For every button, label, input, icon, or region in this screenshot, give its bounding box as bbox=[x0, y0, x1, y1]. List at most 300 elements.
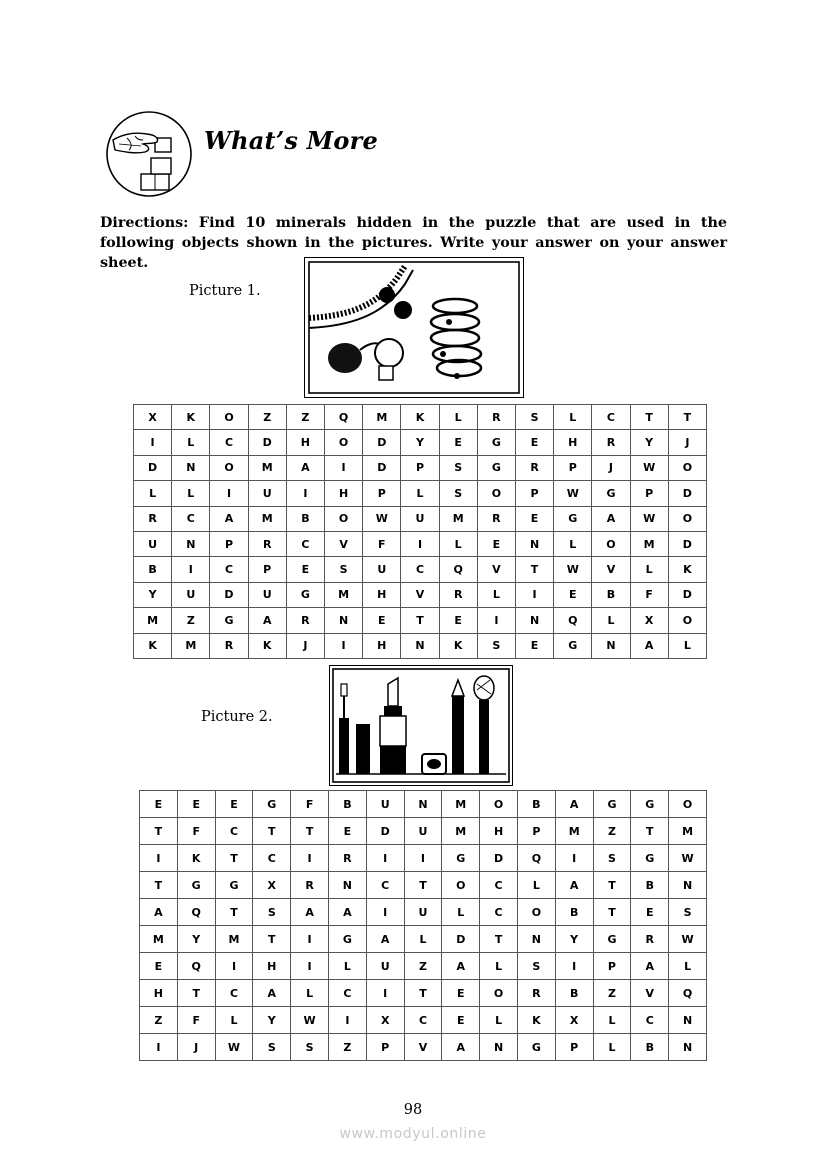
puzzle-row bbox=[140, 818, 707, 845]
puzzle-cell: I bbox=[324, 633, 362, 658]
puzzle-cell: P bbox=[555, 1034, 593, 1061]
puzzle-cell: D bbox=[480, 845, 518, 872]
puzzle-cell: I bbox=[324, 455, 362, 480]
puzzle-cell: N bbox=[517, 926, 555, 953]
puzzle-cell: L bbox=[172, 430, 210, 455]
puzzle-cell: I bbox=[477, 608, 515, 633]
puzzle-cell: L bbox=[517, 872, 555, 899]
puzzle-cell: M bbox=[669, 818, 707, 845]
puzzle-cell: A bbox=[253, 980, 291, 1007]
puzzle-row bbox=[134, 430, 707, 455]
puzzle-cell: L bbox=[442, 899, 480, 926]
puzzle-cell: R bbox=[592, 430, 630, 455]
puzzle-cell: H bbox=[286, 430, 324, 455]
puzzle-cell: A bbox=[630, 633, 668, 658]
puzzle-cell: P bbox=[401, 455, 439, 480]
puzzle-cell: O bbox=[668, 608, 706, 633]
puzzle-cell: T bbox=[631, 818, 669, 845]
puzzle-cell: E bbox=[515, 430, 553, 455]
section-title: What’s More bbox=[204, 126, 378, 155]
puzzle-cell: Y bbox=[253, 1007, 291, 1034]
puzzle-cell: R bbox=[477, 506, 515, 531]
puzzle-cell: O bbox=[669, 791, 707, 818]
puzzle-cell: I bbox=[215, 953, 253, 980]
puzzle-cell: A bbox=[442, 1034, 480, 1061]
puzzle-cell: P bbox=[515, 481, 553, 506]
puzzle-cell: U bbox=[248, 582, 286, 607]
puzzle-cell: E bbox=[140, 953, 178, 980]
puzzle-cell: E bbox=[328, 818, 366, 845]
puzzle-cell: E bbox=[439, 430, 477, 455]
puzzle-row bbox=[140, 953, 707, 980]
puzzle-cell: L bbox=[439, 531, 477, 556]
puzzle-row bbox=[140, 845, 707, 872]
puzzle-cell: H bbox=[554, 430, 592, 455]
puzzle-cell: H bbox=[480, 818, 518, 845]
puzzle-cell: I bbox=[291, 953, 329, 980]
hand-stacking-blocks-icon bbox=[105, 110, 193, 198]
puzzle-cell: T bbox=[404, 872, 442, 899]
puzzle-cell: S bbox=[593, 845, 631, 872]
puzzle-cell: B bbox=[328, 791, 366, 818]
puzzle-cell: I bbox=[140, 1034, 178, 1061]
puzzle-cell: M bbox=[442, 818, 480, 845]
puzzle-cell: B bbox=[134, 557, 172, 582]
puzzle-row bbox=[140, 1007, 707, 1034]
puzzle-cell: B bbox=[286, 506, 324, 531]
puzzle-cell: U bbox=[366, 791, 404, 818]
puzzle-cell: N bbox=[172, 455, 210, 480]
puzzle-cell: L bbox=[328, 953, 366, 980]
puzzle-cell: T bbox=[401, 608, 439, 633]
puzzle-cell: I bbox=[140, 845, 178, 872]
puzzle-cell: Z bbox=[140, 1007, 178, 1034]
puzzle-cell: O bbox=[668, 455, 706, 480]
puzzle-cell: E bbox=[439, 608, 477, 633]
puzzle-cell: W bbox=[630, 455, 668, 480]
puzzle-cell: I bbox=[291, 845, 329, 872]
puzzle-cell: G bbox=[477, 455, 515, 480]
puzzle-cell: L bbox=[134, 481, 172, 506]
puzzle-cell: T bbox=[593, 872, 631, 899]
puzzle-cell: B bbox=[592, 582, 630, 607]
puzzle-cell: X bbox=[555, 1007, 593, 1034]
puzzle-cell: I bbox=[515, 582, 553, 607]
puzzle-cell: N bbox=[404, 791, 442, 818]
puzzle-cell: T bbox=[140, 872, 178, 899]
puzzle-cell: G bbox=[177, 872, 215, 899]
puzzle-cell: H bbox=[140, 980, 178, 1007]
puzzle-cell: D bbox=[134, 455, 172, 480]
puzzle-cell: L bbox=[477, 582, 515, 607]
puzzle-cell: W bbox=[291, 1007, 329, 1034]
puzzle-cell: A bbox=[291, 899, 329, 926]
puzzle-cell: D bbox=[210, 582, 248, 607]
puzzle-cell: A bbox=[366, 926, 404, 953]
puzzle-cell: X bbox=[134, 405, 172, 430]
puzzle-cell: I bbox=[366, 980, 404, 1007]
puzzle-row bbox=[134, 557, 707, 582]
puzzle-cell: G bbox=[328, 926, 366, 953]
puzzle-cell: W bbox=[215, 1034, 253, 1061]
puzzle-cell: I bbox=[401, 531, 439, 556]
puzzle-cell: X bbox=[366, 1007, 404, 1034]
puzzle-cell: Y bbox=[630, 430, 668, 455]
puzzle-cell: N bbox=[669, 1034, 707, 1061]
puzzle-cell: W bbox=[363, 506, 401, 531]
puzzle-cell: W bbox=[669, 926, 707, 953]
puzzle-cell: P bbox=[517, 818, 555, 845]
puzzle-cell: O bbox=[517, 899, 555, 926]
puzzle-cell: T bbox=[668, 405, 706, 430]
puzzle-cell: L bbox=[401, 481, 439, 506]
puzzle-cell: I bbox=[555, 845, 593, 872]
puzzle-cell: K bbox=[517, 1007, 555, 1034]
puzzle-cell: D bbox=[668, 582, 706, 607]
puzzle-cell: D bbox=[668, 481, 706, 506]
puzzle-row bbox=[134, 481, 707, 506]
puzzle-cell: B bbox=[631, 1034, 669, 1061]
puzzle-cell: N bbox=[401, 633, 439, 658]
puzzle-cell: R bbox=[515, 455, 553, 480]
puzzle-cell: J bbox=[177, 1034, 215, 1061]
puzzle-cell: I bbox=[286, 481, 324, 506]
puzzle-cell: Z bbox=[593, 980, 631, 1007]
puzzle-cell: G bbox=[286, 582, 324, 607]
puzzle-cell: S bbox=[253, 899, 291, 926]
puzzle-cell: I bbox=[134, 430, 172, 455]
puzzle-cell: G bbox=[554, 633, 592, 658]
puzzle-cell: M bbox=[248, 506, 286, 531]
puzzle-cell: M bbox=[215, 926, 253, 953]
puzzle-cell: T bbox=[480, 926, 518, 953]
puzzle-cell: C bbox=[253, 845, 291, 872]
puzzle-cell: F bbox=[177, 818, 215, 845]
puzzle-cell: S bbox=[291, 1034, 329, 1061]
puzzle-cell: P bbox=[363, 481, 401, 506]
puzzle-cell: E bbox=[515, 506, 553, 531]
puzzle-cell: Q bbox=[324, 405, 362, 430]
puzzle-cell: V bbox=[404, 1034, 442, 1061]
puzzle-cell: I bbox=[366, 845, 404, 872]
puzzle-cell: A bbox=[555, 872, 593, 899]
puzzle-cell: B bbox=[631, 872, 669, 899]
puzzle-cell: X bbox=[630, 608, 668, 633]
puzzle-cell: E bbox=[177, 791, 215, 818]
puzzle-cell: H bbox=[363, 633, 401, 658]
puzzle-row bbox=[134, 506, 707, 531]
puzzle-cell: T bbox=[215, 899, 253, 926]
puzzle-row bbox=[134, 405, 707, 430]
puzzle-cell: T bbox=[404, 980, 442, 1007]
puzzle-cell: C bbox=[480, 899, 518, 926]
puzzle-cell: N bbox=[172, 531, 210, 556]
puzzle-cell: B bbox=[555, 899, 593, 926]
puzzle-cell: P bbox=[630, 481, 668, 506]
puzzle-cell: S bbox=[517, 953, 555, 980]
puzzle-cell: L bbox=[593, 1034, 631, 1061]
puzzle-cell: L bbox=[668, 633, 706, 658]
puzzle-cell: E bbox=[442, 980, 480, 1007]
puzzle-cell: R bbox=[631, 926, 669, 953]
puzzle-cell: I bbox=[172, 557, 210, 582]
puzzle-cell: L bbox=[439, 405, 477, 430]
puzzle-cell: N bbox=[515, 608, 553, 633]
puzzle-cell: U bbox=[401, 506, 439, 531]
puzzle-cell: R bbox=[517, 980, 555, 1007]
puzzle-cell: B bbox=[517, 791, 555, 818]
puzzle-cell: U bbox=[404, 818, 442, 845]
puzzle-cell: R bbox=[248, 531, 286, 556]
picture-2-label: Picture 2. bbox=[201, 709, 273, 725]
puzzle-cell: D bbox=[363, 430, 401, 455]
puzzle-cell: C bbox=[366, 872, 404, 899]
puzzle-cell: S bbox=[515, 405, 553, 430]
puzzle-cell: A bbox=[328, 899, 366, 926]
puzzle-cell: S bbox=[439, 455, 477, 480]
puzzle-cell: P bbox=[593, 953, 631, 980]
puzzle-cell: C bbox=[286, 531, 324, 556]
puzzle-cell: H bbox=[363, 582, 401, 607]
puzzle-cell: N bbox=[669, 872, 707, 899]
directions-text: Directions: Find 10 minerals hidden in the puzzle that are used in the following objects shown in the pictures. Write your answer on your answer sheet. bbox=[100, 215, 727, 271]
puzzle-cell: S bbox=[669, 899, 707, 926]
puzzle-cell: R bbox=[286, 608, 324, 633]
puzzle-cell: M bbox=[439, 506, 477, 531]
puzzle-cell: G bbox=[517, 1034, 555, 1061]
picture-2-cosmetics-image bbox=[329, 665, 513, 786]
puzzle-cell: G bbox=[210, 608, 248, 633]
puzzle-row bbox=[134, 633, 707, 658]
puzzle-cell: G bbox=[593, 791, 631, 818]
puzzle-cell: R bbox=[439, 582, 477, 607]
puzzle-cell: L bbox=[172, 481, 210, 506]
puzzle-cell: Z bbox=[172, 608, 210, 633]
puzzle-cell: H bbox=[253, 953, 291, 980]
puzzle-cell: S bbox=[477, 633, 515, 658]
puzzle-cell: L bbox=[291, 980, 329, 1007]
puzzle-cell: D bbox=[668, 531, 706, 556]
puzzle-cell: F bbox=[291, 791, 329, 818]
puzzle-cell: A bbox=[592, 506, 630, 531]
puzzle-cell: C bbox=[215, 980, 253, 1007]
puzzle-cell: O bbox=[324, 430, 362, 455]
puzzle-cell: Z bbox=[404, 953, 442, 980]
puzzle-cell: K bbox=[134, 633, 172, 658]
puzzle-cell: K bbox=[172, 405, 210, 430]
puzzle-cell: Q bbox=[439, 557, 477, 582]
puzzle-cell: N bbox=[480, 1034, 518, 1061]
puzzle-cell: O bbox=[442, 872, 480, 899]
puzzle-cell: Y bbox=[134, 582, 172, 607]
puzzle-cell: O bbox=[210, 405, 248, 430]
puzzle-cell: X bbox=[253, 872, 291, 899]
page-number: 98 bbox=[403, 1102, 423, 1118]
puzzle-cell: V bbox=[401, 582, 439, 607]
puzzle-cell: N bbox=[669, 1007, 707, 1034]
puzzle-cell: L bbox=[215, 1007, 253, 1034]
puzzle-cell: G bbox=[631, 791, 669, 818]
puzzle-cell: A bbox=[210, 506, 248, 531]
puzzle-cell: J bbox=[592, 455, 630, 480]
puzzle-cell: Y bbox=[177, 926, 215, 953]
puzzle-cell: P bbox=[554, 455, 592, 480]
puzzle-cell: Z bbox=[248, 405, 286, 430]
puzzle-cell: M bbox=[555, 818, 593, 845]
puzzle-cell: E bbox=[554, 582, 592, 607]
puzzle-cell: D bbox=[363, 455, 401, 480]
puzzle-cell: K bbox=[401, 405, 439, 430]
word-search-puzzle-1 bbox=[133, 404, 707, 659]
puzzle-cell: T bbox=[593, 899, 631, 926]
puzzle-cell: L bbox=[480, 953, 518, 980]
puzzle-cell: E bbox=[286, 557, 324, 582]
puzzle-cell: W bbox=[669, 845, 707, 872]
puzzle-cell: Y bbox=[401, 430, 439, 455]
puzzle-cell: Q bbox=[669, 980, 707, 1007]
puzzle-cell: A bbox=[140, 899, 178, 926]
puzzle-cell: H bbox=[324, 481, 362, 506]
puzzle-cell: E bbox=[477, 531, 515, 556]
puzzle-cell: G bbox=[215, 872, 253, 899]
puzzle-cell: E bbox=[140, 791, 178, 818]
puzzle-cell: Q bbox=[177, 953, 215, 980]
puzzle-cell: K bbox=[439, 633, 477, 658]
puzzle-cell: O bbox=[668, 506, 706, 531]
puzzle-cell: M bbox=[134, 608, 172, 633]
puzzle-cell: E bbox=[515, 633, 553, 658]
puzzle-cell: C bbox=[404, 1007, 442, 1034]
puzzle-cell: R bbox=[328, 845, 366, 872]
puzzle-cell: G bbox=[592, 481, 630, 506]
puzzle-cell: N bbox=[324, 608, 362, 633]
puzzle-cell: J bbox=[668, 430, 706, 455]
puzzle-cell: E bbox=[363, 608, 401, 633]
puzzle-cell: U bbox=[363, 557, 401, 582]
puzzle-cell: P bbox=[248, 557, 286, 582]
puzzle-cell: W bbox=[630, 506, 668, 531]
puzzle-cell: S bbox=[253, 1034, 291, 1061]
word-search-puzzle-2 bbox=[139, 790, 707, 1061]
puzzle-cell: L bbox=[593, 1007, 631, 1034]
puzzle-cell: T bbox=[515, 557, 553, 582]
puzzle-cell: A bbox=[442, 953, 480, 980]
puzzle-cell: U bbox=[134, 531, 172, 556]
puzzle-cell: U bbox=[172, 582, 210, 607]
puzzle-cell: O bbox=[477, 481, 515, 506]
puzzle-cell: L bbox=[480, 1007, 518, 1034]
puzzle-cell: G bbox=[631, 845, 669, 872]
puzzle-row bbox=[134, 531, 707, 556]
watermark: www.modyul.online bbox=[339, 1126, 487, 1142]
puzzle-cell: I bbox=[328, 1007, 366, 1034]
puzzle-cell: N bbox=[592, 633, 630, 658]
puzzle-cell: R bbox=[477, 405, 515, 430]
puzzle-row bbox=[140, 899, 707, 926]
puzzle-cell: C bbox=[328, 980, 366, 1007]
puzzle-cell: C bbox=[631, 1007, 669, 1034]
puzzle-cell: F bbox=[630, 582, 668, 607]
puzzle-cell: O bbox=[324, 506, 362, 531]
puzzle-cell: Z bbox=[328, 1034, 366, 1061]
puzzle-row bbox=[140, 872, 707, 899]
puzzle-cell: V bbox=[477, 557, 515, 582]
puzzle-cell: S bbox=[439, 481, 477, 506]
puzzle-cell: I bbox=[555, 953, 593, 980]
puzzle-cell: M bbox=[630, 531, 668, 556]
puzzle-cell: C bbox=[210, 430, 248, 455]
puzzle-cell: G bbox=[477, 430, 515, 455]
puzzle-cell: C bbox=[592, 405, 630, 430]
puzzle-cell: Q bbox=[554, 608, 592, 633]
puzzle-cell: Z bbox=[593, 818, 631, 845]
puzzle-cell: I bbox=[404, 845, 442, 872]
puzzle-cell: A bbox=[286, 455, 324, 480]
puzzle-cell: Y bbox=[555, 926, 593, 953]
puzzle-cell: R bbox=[210, 633, 248, 658]
puzzle-row bbox=[134, 582, 707, 607]
puzzle-cell: O bbox=[480, 980, 518, 1007]
puzzle-cell: R bbox=[291, 872, 329, 899]
puzzle-cell: M bbox=[172, 633, 210, 658]
puzzle-row bbox=[140, 791, 707, 818]
puzzle-cell: M bbox=[442, 791, 480, 818]
puzzle-cell: J bbox=[286, 633, 324, 658]
puzzle-cell: E bbox=[631, 899, 669, 926]
puzzle-cell: T bbox=[215, 845, 253, 872]
puzzle-cell: O bbox=[210, 455, 248, 480]
puzzle-row bbox=[140, 980, 707, 1007]
puzzle-cell: L bbox=[592, 608, 630, 633]
puzzle-cell: Q bbox=[177, 899, 215, 926]
picture-1-label: Picture 1. bbox=[189, 283, 261, 299]
puzzle-row bbox=[134, 608, 707, 633]
puzzle-cell: M bbox=[324, 582, 362, 607]
puzzle-cell: K bbox=[668, 557, 706, 582]
puzzle-cell: T bbox=[630, 405, 668, 430]
puzzle-cell: C bbox=[480, 872, 518, 899]
puzzle-cell: I bbox=[210, 481, 248, 506]
puzzle-cell: T bbox=[253, 926, 291, 953]
puzzle-cell: R bbox=[134, 506, 172, 531]
puzzle-cell: N bbox=[515, 531, 553, 556]
puzzle-cell: L bbox=[554, 531, 592, 556]
puzzle-cell: C bbox=[172, 506, 210, 531]
puzzle-cell: L bbox=[669, 953, 707, 980]
puzzle-cell: O bbox=[592, 531, 630, 556]
puzzle-row bbox=[134, 455, 707, 480]
puzzle-cell: V bbox=[631, 980, 669, 1007]
puzzle-cell: B bbox=[555, 980, 593, 1007]
puzzle-cell: I bbox=[366, 899, 404, 926]
puzzle-cell: A bbox=[631, 953, 669, 980]
puzzle-cell: T bbox=[291, 818, 329, 845]
puzzle-cell: M bbox=[363, 405, 401, 430]
puzzle-cell: L bbox=[630, 557, 668, 582]
puzzle-cell: K bbox=[248, 633, 286, 658]
puzzle-cell: Z bbox=[286, 405, 324, 430]
puzzle-row bbox=[140, 1034, 707, 1061]
puzzle-cell: G bbox=[442, 845, 480, 872]
puzzle-cell: C bbox=[401, 557, 439, 582]
puzzle-cell: W bbox=[554, 481, 592, 506]
puzzle-cell: M bbox=[140, 926, 178, 953]
puzzle-cell: C bbox=[215, 818, 253, 845]
puzzle-row bbox=[140, 926, 707, 953]
puzzle-cell: E bbox=[215, 791, 253, 818]
puzzle-cell: U bbox=[366, 953, 404, 980]
puzzle-cell: L bbox=[554, 405, 592, 430]
